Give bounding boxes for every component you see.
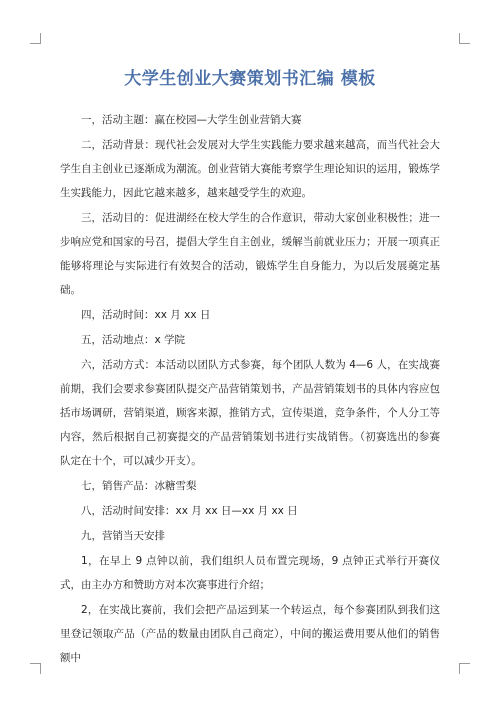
paragraph-sales-product: 七，销售产品：冰糖雪梨 [81,480,197,492]
paragraph-arrangement-item-1: 1，在早上 9 点钟以前，我们组织人员布置完现场，9 点钟正式举行开赛仪式，由主办方和赞助方对本次赛事进行介绍； [60,555,440,591]
document-body [60,108,440,670]
crop-mark-top-right [459,33,470,44]
paragraph-activity-background: 二，活动背景：现代社会发展对大学生实践能力要求越来越高，而当代社会大学生自主创业已逐渐成为潮流。创业营销大赛能考察学生理论知识的运用，锻炼学生实践能力，因此它越来越多，越来越受学生的欢迎。 [60,139,440,199]
paragraph-activity-time: 四，活动时间：xx 月 xx 日 [81,309,211,321]
paragraph-sales-day-arrangement: 九，营销当天安排 [81,530,165,542]
document-title: 大学生创业大赛策划书汇编 模板 [124,69,376,89]
crop-mark-top-left [30,33,41,44]
paragraph-schedule: 八，活动时间安排：xx 月 xx 日—xx 月 xx 日 [81,505,298,517]
paragraph-activity-purpose: 三，活动目的：促进湖经在校大学生的合作意识，带动大家创业积极性；进一步响应党和国家的号召，提倡大学生自主创业，缓解当前就业压力；开展一项真正能够将理论与实际进行有效契合的活动，锻炼学生自身能力，为以后发展奠定基础。 [60,212,440,296]
paragraph-arrangement-item-2: 2，在实战比赛前，我们会把产品运到某一个转运点，每个参赛团队到我们这里登记领取产品（产品的数量由团队自己商定），中间的搬运费用要从他们的销售额中 [60,604,440,664]
crop-mark-bottom-right [459,663,470,674]
paragraph-activity-location: 五，活动地点：x 学院 [81,334,186,346]
paragraph-activity-theme: 一，活动主题：赢在校园—大学生创业营销大赛 [81,114,302,126]
crop-mark-bottom-left [30,663,41,674]
paragraph-activity-format: 六，活动方式：本活动以团队方式参赛，每个团队人数为 4—6 人，在实战赛前期，我们会要求参赛团队提交产品营销策划书，产品营销策划书的具体内容应包括市场调研，营销渠道，顾客来源，推销方式，宣传渠道，竞争条件，个人分工等内容，然后根据自己初赛提交的产品营销策划书进行实战销售。（初赛选出的参赛队定在十个，可以减少开支）。 [60,359,440,467]
